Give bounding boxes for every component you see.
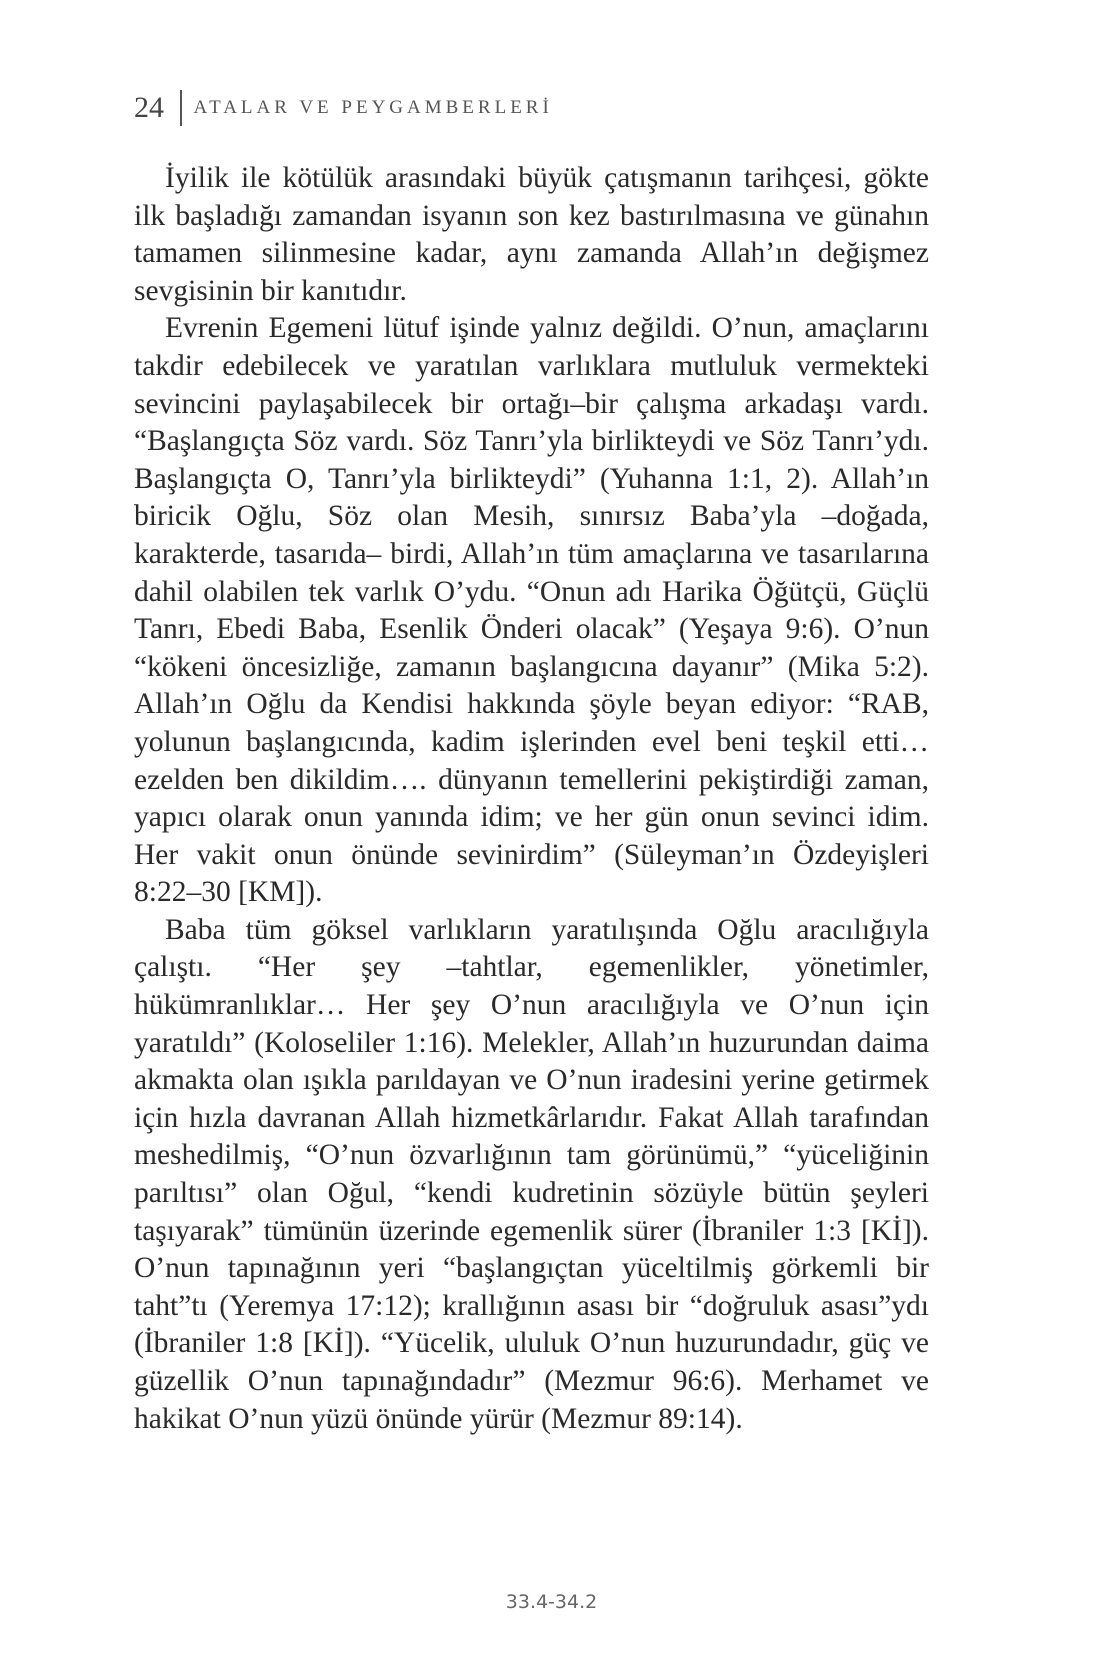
paragraph-3: Baba tüm göksel varlıkların yaratılışında Oğlu aracılığıyla çalıştı. “Her şey –tahtlar, egemenlikler, yönetimler, hükümranlıklar… Her şey O’nun aracılığıyla ve O’nun için yaratıldı” (Koloseliler 1:16). Melekler, Allah’ın huzurundan daima akmakta olan ışıkla parıldayan ve O’nun iradesini yerine getirmek için hızla davranan Allah hizmetkârlarıdır. Fakat Allah tarafından meshedilmiş, “O’nun özvarlığının tam görünümü,” “yüceliğinin parıltısı” olan Oğul, “kendi kudretinin sözüyle bütün şeyleri taşıyarak” tümünün üzerinde egemenlik sürer (İbraniler 1:3 [Kİ]). O’nun tapınağının yeri “başlangıçtan yüceltilmiş görkemli bir taht”tı (Yeremya 17:12); krallığının asası bir “doğruluk asası”ydı (İbraniler 1:8 [Kİ]). “Yücelik, ululuk O’nun huzurundadır, güç ve güzellik O’nun tapınağındadır” (Mezmur 96:6). Merhamet ve hakikat O’nun yüzü önünde yürür (Mezmur 89:14). (134, 913, 929, 1435)
running-title: ATALAR VE PEYGAMBERLERİ (193, 97, 553, 118)
page-footer-reference: 33.4-34.2 (505, 1591, 598, 1613)
paragraph-2: Evrenin Egemeni lütuf işinde yalnız değildi. O’nun, amaçlarını takdir edebilecek ve yaratılan varlıklara mutluluk vermekteki sevincini paylaşabilecek bir ortağı–bir çalışma arkadaşı vardı. “Başlangıçta Söz vardı. Söz Tanrı’yla birlikteydi ve Söz Tanrı’ydı. Başlangıçta O, Tanrı’yla birlikteydi” (Yuhanna 1:1, 2). Allah’ın biricik Oğlu, Söz olan Mesih, sınırsız Baba’yla –doğada, karakterde, tasarıda– birdi, Allah’ın tüm amaçlarına ve tasarılarına dahil olabilen tek varlık O’ydu. “Onun adı Harika Öğütçü, Güçlü Tanrı, Ebedi Baba, Esenlik Önderi olacak” (Yeşaya 9:6). O’nun “kökeni öncesizliğe, zamanın başlangıcına dayanır” (Mika 5:2). Allah’ın Oğlu da Kendisi hakkında şöyle beyan ediyor: “RAB, yolunun başlangıcında, kadim işlerinden evel beni teşkil etti… ezelden ben dikildim…. dünyanın temellerini pekiştirdiği zaman, yapıcı olarak onun yanında idim; ve her gün onun sevinci idim. Her vakit onun önünde sevinirdim” (Süleyman’ın Özdeyişleri 8:22–30 [KM]). (134, 312, 929, 909)
header-divider (180, 90, 182, 126)
paragraph-1: İyilik ile kötülük arasındaki büyük çatışmanın tarihçesi, gökte ilk başladığı zamandan isyanın son kez bastırılmasına ve günahın tamamen silinmesine kadar, aynı zamanda Allah’ın değişmez sevgisinin bir kanıtıdır. (134, 162, 929, 307)
page-header (134, 86, 553, 130)
body-text (134, 160, 929, 1438)
page-number: 24 (134, 91, 164, 124)
